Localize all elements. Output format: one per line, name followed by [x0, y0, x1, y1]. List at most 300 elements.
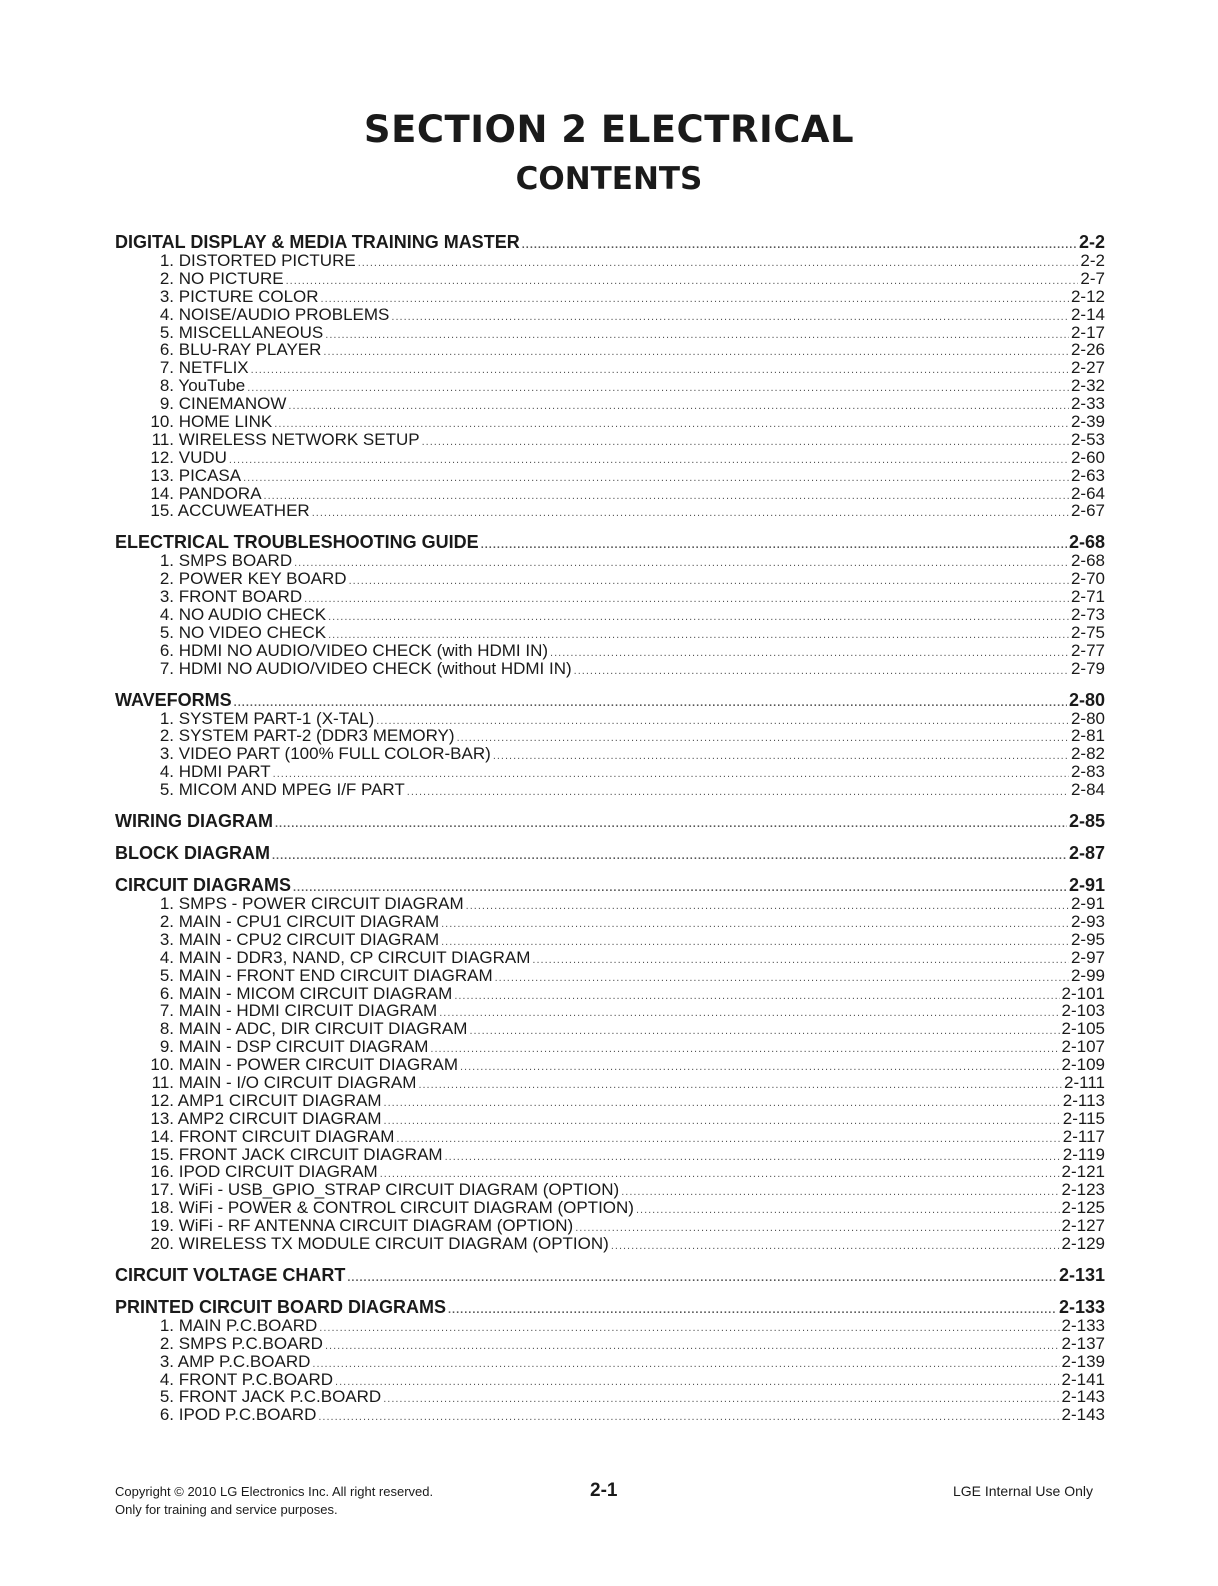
- dot-leader: [574, 665, 1069, 677]
- toc-section: [115, 232, 1105, 519]
- dot-leader: [286, 275, 1079, 287]
- entry-page-number: 2-60: [1070, 447, 1105, 467]
- entry-number: 1.: [159, 708, 174, 728]
- entry-number: 2.: [159, 569, 174, 589]
- entry-number: 6.: [159, 1405, 174, 1425]
- entry-page-number: 2-73: [1070, 605, 1105, 625]
- toc-section-heading[interactable]: [115, 811, 1105, 830]
- entry-label: MAIN P.C.BOARD: [178, 1315, 318, 1335]
- internal-use-note: LGE Internal Use Only: [952, 1483, 1093, 1499]
- toc-section-heading[interactable]: [115, 232, 1105, 251]
- entry-number: 4.: [159, 947, 174, 967]
- entry-label: MAIN - MICOM CIRCUIT DIAGRAM: [178, 983, 453, 1003]
- dot-leader: [407, 786, 1069, 798]
- entry-number: 1.: [159, 1315, 174, 1335]
- entry-page-number: 2-143: [1061, 1405, 1105, 1425]
- entry-label: SYSTEM PART-2 (DDR3 MEMORY): [178, 726, 455, 746]
- dot-leader: [481, 539, 1067, 551]
- dot-leader: [384, 1115, 1061, 1127]
- entry-label: WiFi - USB_GPIO_STRAP CIRCUIT DIAGRAM (OPTION): [178, 1180, 620, 1200]
- entry-page-number: 2-97: [1070, 947, 1105, 967]
- dot-leader: [325, 1340, 1060, 1352]
- toc-section: [115, 1297, 1105, 1423]
- entry-label: SMPS BOARD: [178, 551, 293, 571]
- section-heading-label: DIGITAL DISPLAY & MEDIA TRAINING MASTER: [115, 232, 520, 252]
- section-heading-label: ELECTRICAL TROUBLESHOOTING GUIDE: [115, 532, 479, 553]
- entry-label: MAIN - DDR3, NAND, CP CIRCUIT DIAGRAM: [178, 947, 531, 967]
- dot-leader: [234, 697, 1067, 709]
- entry-page-number: 2-82: [1070, 744, 1105, 764]
- entry-page-number: 2-143: [1061, 1387, 1105, 1407]
- entry-label: FRONT CIRCUIT DIAGRAM: [178, 1126, 395, 1146]
- entry-label: NO PICTURE: [178, 268, 284, 288]
- entry-page-number: 2-63: [1070, 465, 1105, 485]
- toc-entry[interactable]: [115, 1198, 1105, 1216]
- entry-page-number: 2-141: [1061, 1369, 1105, 1389]
- section-page-number: 2-133: [1058, 1296, 1105, 1317]
- entry-label: MAIN - CPU1 CIRCUIT DIAGRAM: [178, 911, 440, 931]
- entry-label: MAIN - I/O CIRCUIT DIAGRAM: [178, 1072, 417, 1092]
- toc-entry[interactable]: [115, 569, 1105, 587]
- dot-leader: [493, 750, 1069, 762]
- entry-number: 1.: [159, 251, 174, 270]
- dot-leader: [445, 1151, 1061, 1163]
- entry-number: 2.: [159, 911, 174, 931]
- entry-label: BLU-RAY PLAYER: [178, 340, 322, 360]
- toc-entry[interactable]: [115, 1216, 1105, 1234]
- dot-leader: [328, 611, 1069, 623]
- entry-page-number: 2-2: [1080, 251, 1105, 270]
- entry-page-number: 2-81: [1070, 726, 1105, 746]
- entry-label: AMP2 CIRCUIT DIAGRAM: [177, 1108, 382, 1128]
- entry-number: 5.: [159, 965, 174, 985]
- section-heading-label: WAVEFORMS: [115, 689, 232, 710]
- entry-number: 16.: [150, 1162, 174, 1182]
- copyright-block: [115, 1483, 433, 1519]
- dot-leader: [621, 1186, 1059, 1198]
- toc-entry[interactable]: [115, 623, 1105, 641]
- entry-number: 6.: [159, 640, 174, 660]
- dot-leader: [349, 575, 1069, 587]
- entry-page-number: 2-12: [1070, 286, 1105, 306]
- dot-leader: [522, 239, 1077, 251]
- section-page-number: 2-87: [1068, 843, 1105, 864]
- entry-number: 15.: [150, 1144, 174, 1164]
- dot-leader: [319, 1322, 1059, 1334]
- dot-leader: [469, 1025, 1059, 1037]
- toc-entry[interactable]: [115, 1370, 1105, 1388]
- entry-page-number: 2-125: [1061, 1198, 1105, 1218]
- entry-label: IPOD P.C.BOARD: [178, 1405, 317, 1425]
- entry-number: 4.: [159, 605, 174, 625]
- entry-label: NO VIDEO CHECK: [178, 622, 327, 642]
- entry-page-number: 2-133: [1061, 1315, 1105, 1335]
- entry-number: 1.: [159, 551, 174, 571]
- dot-leader: [466, 900, 1069, 912]
- entry-page-number: 2-75: [1070, 622, 1105, 642]
- dot-leader: [376, 715, 1069, 727]
- entry-page-number: 2-107: [1061, 1037, 1105, 1057]
- toc-section: [115, 532, 1105, 676]
- entry-label: FRONT JACK P.C.BOARD: [178, 1387, 382, 1407]
- entry-page-number: 2-111: [1064, 1072, 1105, 1092]
- toc-entry[interactable]: [115, 1127, 1105, 1145]
- dot-leader: [272, 850, 1067, 862]
- page-number: 2-1: [590, 1480, 618, 1501]
- entry-number: 6.: [159, 340, 174, 360]
- dot-leader: [422, 436, 1069, 448]
- entry-page-number: 2-79: [1070, 658, 1105, 678]
- entry-label: SYSTEM PART-1 (X-TAL): [178, 708, 375, 728]
- toc-entry[interactable]: [115, 1001, 1105, 1019]
- entry-number: 12.: [150, 1090, 174, 1110]
- entry-number: 2.: [159, 1333, 174, 1353]
- entry-number: 3.: [159, 929, 174, 949]
- entry-label: MAIN - ADC, DIR CIRCUIT DIAGRAM: [178, 1019, 468, 1039]
- entry-label: SMPS P.C.BOARD: [178, 1333, 323, 1353]
- entry-label: FRONT BOARD: [178, 587, 303, 607]
- entry-page-number: 2-93: [1070, 911, 1105, 931]
- toc-entry[interactable]: [115, 501, 1105, 519]
- entry-page-number: 2-123: [1061, 1180, 1105, 1200]
- entry-page-number: 2-33: [1070, 394, 1105, 414]
- entry-page-number: 2-115: [1062, 1108, 1105, 1128]
- entry-number: 2.: [159, 726, 174, 746]
- entry-number: 10.: [150, 1055, 174, 1075]
- entry-page-number: 2-113: [1062, 1090, 1105, 1110]
- dot-leader: [391, 311, 1069, 323]
- entry-number: 7.: [159, 1001, 174, 1021]
- dot-leader: [312, 507, 1069, 519]
- dot-leader: [495, 972, 1069, 984]
- entry-label: PICASA: [178, 465, 242, 485]
- entry-label: AMP1 CIRCUIT DIAGRAM: [177, 1090, 382, 1110]
- table-of-contents: [115, 232, 1105, 1436]
- dot-leader: [304, 593, 1069, 605]
- entry-label: MAIN - CPU2 CIRCUIT DIAGRAM: [178, 929, 440, 949]
- toc-entry[interactable]: [115, 1334, 1105, 1352]
- entry-number: 19.: [150, 1216, 174, 1236]
- dot-leader: [321, 293, 1069, 305]
- dot-leader: [247, 382, 1069, 394]
- dot-leader: [328, 629, 1069, 641]
- toc-entry[interactable]: [115, 1037, 1105, 1055]
- toc-entry[interactable]: [115, 484, 1105, 502]
- dot-leader: [575, 1222, 1059, 1234]
- entry-label-group: [115, 501, 310, 521]
- entry-number: 1.: [159, 894, 174, 914]
- page-subtitle: CONTENTS: [515, 161, 703, 197]
- entry-number: 7.: [159, 658, 174, 678]
- dot-leader: [243, 472, 1069, 484]
- entry-label: WIRELESS NETWORK SETUP: [178, 429, 420, 449]
- entry-page-number: 2-80: [1070, 708, 1105, 728]
- toc-entry[interactable]: [115, 641, 1105, 659]
- dot-leader: [457, 732, 1069, 744]
- toc-entry[interactable]: [115, 1405, 1105, 1423]
- dot-leader: [275, 818, 1067, 830]
- toc-entry[interactable]: [115, 1091, 1105, 1109]
- dot-leader: [293, 882, 1067, 894]
- entry-label: HOME LINK: [178, 412, 273, 432]
- section-heading-label: CIRCUIT DIAGRAMS: [115, 875, 291, 896]
- toc-entry[interactable]: [115, 1055, 1105, 1073]
- entry-number: 7.: [159, 358, 174, 378]
- entry-label: MAIN - HDMI CIRCUIT DIAGRAM: [178, 1001, 438, 1021]
- dot-leader: [274, 418, 1069, 430]
- toc-entry[interactable]: [115, 1073, 1105, 1091]
- dot-leader: [430, 1043, 1059, 1055]
- toc-entry[interactable]: [115, 1180, 1105, 1198]
- toc-entry[interactable]: [115, 251, 1105, 269]
- entry-page-number: 2-137: [1061, 1333, 1105, 1353]
- entry-page-number: 2-105: [1061, 1019, 1105, 1039]
- toc-section-heading[interactable]: [115, 690, 1105, 709]
- toc-entry[interactable]: [115, 551, 1105, 569]
- entry-page-number: 2-77: [1070, 640, 1105, 660]
- toc-entry[interactable]: [115, 894, 1105, 912]
- entry-label: FRONT P.C.BOARD: [178, 1369, 334, 1389]
- section-heading-label: WIRING DIAGRAM: [115, 811, 273, 832]
- section-heading-label: PRINTED CIRCUIT BOARD DIAGRAMS: [115, 1296, 446, 1317]
- toc-entry[interactable]: [115, 376, 1105, 394]
- entry-number: 8.: [159, 376, 174, 396]
- entry-page-number: 2-99: [1070, 965, 1105, 985]
- entry-label: FRONT JACK CIRCUIT DIAGRAM: [178, 1144, 443, 1164]
- entry-label: VIDEO PART (100% FULL COLOR-BAR): [178, 744, 491, 764]
- dot-leader: [251, 364, 1069, 376]
- toc-entry[interactable]: [115, 659, 1105, 677]
- toc-entry[interactable]: [115, 1316, 1105, 1334]
- entry-label: CINEMANOW: [178, 394, 287, 414]
- entry-number: 9.: [159, 1037, 174, 1057]
- entry-number: 13.: [150, 465, 174, 485]
- toc-entry[interactable]: [115, 709, 1105, 727]
- toc-section-heading[interactable]: [115, 843, 1105, 862]
- copyright-line-2: Only for training and service purposes.: [115, 1502, 338, 1517]
- toc-section: [115, 843, 1105, 862]
- toc-section-heading[interactable]: [115, 1265, 1105, 1284]
- entry-number: 3.: [159, 286, 174, 306]
- entry-page-number: 2-17: [1070, 322, 1105, 342]
- dot-leader: [532, 954, 1069, 966]
- dot-leader: [441, 918, 1069, 930]
- toc-entry[interactable]: [115, 287, 1105, 305]
- dot-leader: [439, 1007, 1059, 1019]
- toc-entry[interactable]: [115, 269, 1105, 287]
- entry-label: WiFi - RF ANTENNA CIRCUIT DIAGRAM (OPTION): [178, 1216, 574, 1236]
- section-page-number: 2-91: [1068, 875, 1105, 896]
- toc-entry[interactable]: [115, 984, 1105, 1002]
- entry-number: 15.: [150, 501, 174, 521]
- toc-entry[interactable]: [115, 1162, 1105, 1180]
- toc-entry[interactable]: [115, 912, 1105, 930]
- entry-number: 11.: [151, 1072, 174, 1092]
- dot-leader: [294, 557, 1069, 569]
- entry-number: 4.: [159, 304, 174, 324]
- entry-page-number: 2-103: [1061, 1001, 1105, 1021]
- dot-leader: [318, 1411, 1059, 1423]
- dot-leader: [383, 1393, 1059, 1405]
- entry-page-number: 2-32: [1070, 376, 1105, 396]
- entry-page-number: 2-68: [1070, 551, 1105, 571]
- toc-section: [115, 875, 1105, 1252]
- dot-leader: [441, 936, 1069, 948]
- toc-entry[interactable]: [115, 340, 1105, 358]
- toc-entry[interactable]: [115, 323, 1105, 341]
- entry-number: 6.: [159, 983, 174, 1003]
- entry-number: 17.: [150, 1180, 174, 1200]
- page-title: SECTION 2 ELECTRICAL: [363, 108, 855, 151]
- toc-entry[interactable]: [115, 605, 1105, 623]
- dot-leader: [288, 400, 1069, 412]
- entry-number: 8.: [159, 1019, 174, 1039]
- entry-page-number: 2-119: [1062, 1144, 1105, 1164]
- entry-page-number: 2-83: [1070, 762, 1105, 782]
- dot-leader: [611, 1240, 1060, 1252]
- entry-number: 10.: [150, 412, 174, 432]
- toc-entry[interactable]: [115, 930, 1105, 948]
- dot-leader: [323, 346, 1069, 358]
- section-heading-label: CIRCUIT VOLTAGE CHART: [115, 1264, 346, 1285]
- toc-section-heading[interactable]: [115, 1297, 1105, 1316]
- toc-entry[interactable]: [115, 466, 1105, 484]
- entry-label: ACCUWEATHER: [177, 501, 310, 521]
- toc-entry[interactable]: [115, 358, 1105, 376]
- entry-number: 13.: [150, 1108, 174, 1128]
- dot-leader: [636, 1204, 1060, 1216]
- toc-entry[interactable]: [115, 744, 1105, 762]
- title-block: [0, 104, 1218, 200]
- toc-entry[interactable]: [115, 1352, 1105, 1370]
- toc-entry[interactable]: [115, 1109, 1105, 1127]
- entry-label: MICOM AND MPEG I/F PART: [178, 780, 405, 800]
- entry-number: 3.: [159, 587, 174, 607]
- entry-page-number: 2-26: [1070, 340, 1105, 360]
- entry-page-number: 2-39: [1070, 412, 1105, 432]
- entry-page-number: 2-127: [1061, 1216, 1105, 1236]
- entry-label: MAIN - POWER CIRCUIT DIAGRAM: [178, 1055, 458, 1075]
- entry-label: NO AUDIO CHECK: [178, 605, 327, 625]
- entry-number: 4.: [159, 1369, 174, 1389]
- entry-label: NOISE/AUDIO PROBLEMS: [178, 304, 390, 324]
- entry-number: 4.: [159, 762, 174, 782]
- entry-number: 14.: [150, 483, 174, 503]
- toc-entry[interactable]: [115, 762, 1105, 780]
- toc-entry[interactable]: [115, 966, 1105, 984]
- section-page-number: 2-68: [1068, 532, 1105, 553]
- dot-leader: [550, 647, 1069, 659]
- toc-entry[interactable]: [115, 394, 1105, 412]
- dot-leader: [325, 329, 1069, 341]
- entry-number: 3.: [159, 1351, 174, 1371]
- dot-leader: [273, 768, 1069, 780]
- dot-leader: [347, 1272, 1057, 1284]
- toc-entry[interactable]: [115, 305, 1105, 323]
- entry-page-number: 2-129: [1061, 1233, 1105, 1253]
- toc-section: [115, 690, 1105, 798]
- entry-page-number: 2-67: [1070, 501, 1105, 521]
- entry-number: 3.: [159, 744, 174, 764]
- entry-page-number: 2-139: [1061, 1351, 1105, 1371]
- toc-section: [115, 1265, 1105, 1284]
- entry-number: 5.: [159, 780, 174, 800]
- entry-page-number: 2-71: [1070, 587, 1105, 607]
- toc-entry[interactable]: [115, 1234, 1105, 1252]
- entry-label: MAIN - FRONT END CIRCUIT DIAGRAM: [178, 965, 493, 985]
- dot-leader: [358, 257, 1079, 269]
- entry-page-number: 2-101: [1061, 983, 1105, 1003]
- toc-section-heading[interactable]: [115, 532, 1105, 551]
- dot-leader: [380, 1168, 1060, 1180]
- dot-leader: [384, 1097, 1061, 1109]
- entry-label: WIRELESS TX MODULE CIRCUIT DIAGRAM (OPTION): [178, 1233, 609, 1253]
- entry-page-number: 2-14: [1070, 304, 1105, 324]
- entry-page-number: 2-70: [1070, 569, 1105, 589]
- entry-number: 14.: [150, 1126, 174, 1146]
- toc-section-heading[interactable]: [115, 875, 1105, 894]
- section-page-number: 2-131: [1058, 1264, 1105, 1285]
- entry-label: HDMI NO AUDIO/VIDEO CHECK (without HDMI IN): [178, 658, 572, 678]
- section-page-number: 2-85: [1068, 811, 1105, 832]
- entry-label: PANDORA: [178, 483, 262, 503]
- entry-label: SMPS - POWER CIRCUIT DIAGRAM: [178, 894, 464, 914]
- entry-label: WiFi - POWER & CONTROL CIRCUIT DIAGRAM (OPTION): [178, 1198, 634, 1218]
- dot-leader: [312, 1358, 1059, 1370]
- entry-number: 9.: [159, 394, 174, 414]
- entry-page-number: 2-7: [1080, 268, 1105, 288]
- entry-label: NETFLIX: [178, 358, 249, 378]
- entry-page-number: 2-117: [1062, 1126, 1105, 1146]
- entry-number: 2.: [159, 268, 174, 288]
- entry-page-number: 2-84: [1070, 780, 1105, 800]
- entry-number: 20.: [150, 1233, 174, 1253]
- toc-entry[interactable]: [115, 1387, 1105, 1405]
- toc-entry[interactable]: [115, 587, 1105, 605]
- toc-entry[interactable]: [115, 412, 1105, 430]
- entry-label: IPOD CIRCUIT DIAGRAM: [178, 1162, 378, 1182]
- entry-number: 18.: [150, 1198, 174, 1218]
- dot-leader: [448, 1304, 1057, 1316]
- entry-page-number: 2-91: [1070, 894, 1105, 914]
- entry-number: 12.: [150, 447, 174, 467]
- toc-entry[interactable]: [115, 1145, 1105, 1163]
- dot-leader: [460, 1061, 1060, 1073]
- entry-page-number: 2-53: [1070, 429, 1105, 449]
- section-page-number: 2-80: [1068, 689, 1105, 710]
- entry-label: YouTube: [178, 376, 246, 396]
- entry-page-number: 2-27: [1070, 358, 1105, 378]
- entry-page-number: 2-95: [1070, 929, 1105, 949]
- entry-label: MISCELLANEOUS: [178, 322, 324, 342]
- toc-entry[interactable]: [115, 448, 1105, 466]
- dot-leader: [396, 1133, 1060, 1145]
- toc-entry[interactable]: [115, 1019, 1105, 1037]
- dot-leader: [264, 490, 1069, 502]
- section-heading-label: BLOCK DIAGRAM: [115, 843, 270, 864]
- entry-label-group: [115, 780, 405, 800]
- entry-label: AMP P.C.BOARD: [177, 1351, 311, 1371]
- toc-entry[interactable]: [115, 780, 1105, 798]
- toc-entry[interactable]: [115, 430, 1105, 448]
- entry-label: MAIN - DSP CIRCUIT DIAGRAM: [178, 1037, 429, 1057]
- toc-entry[interactable]: [115, 726, 1105, 744]
- toc-entry[interactable]: [115, 948, 1105, 966]
- section-page-number: 2-2: [1078, 232, 1105, 252]
- entry-label-group: [115, 1234, 609, 1254]
- entry-label: DISTORTED PICTURE: [178, 251, 356, 270]
- dot-leader: [454, 990, 1059, 1002]
